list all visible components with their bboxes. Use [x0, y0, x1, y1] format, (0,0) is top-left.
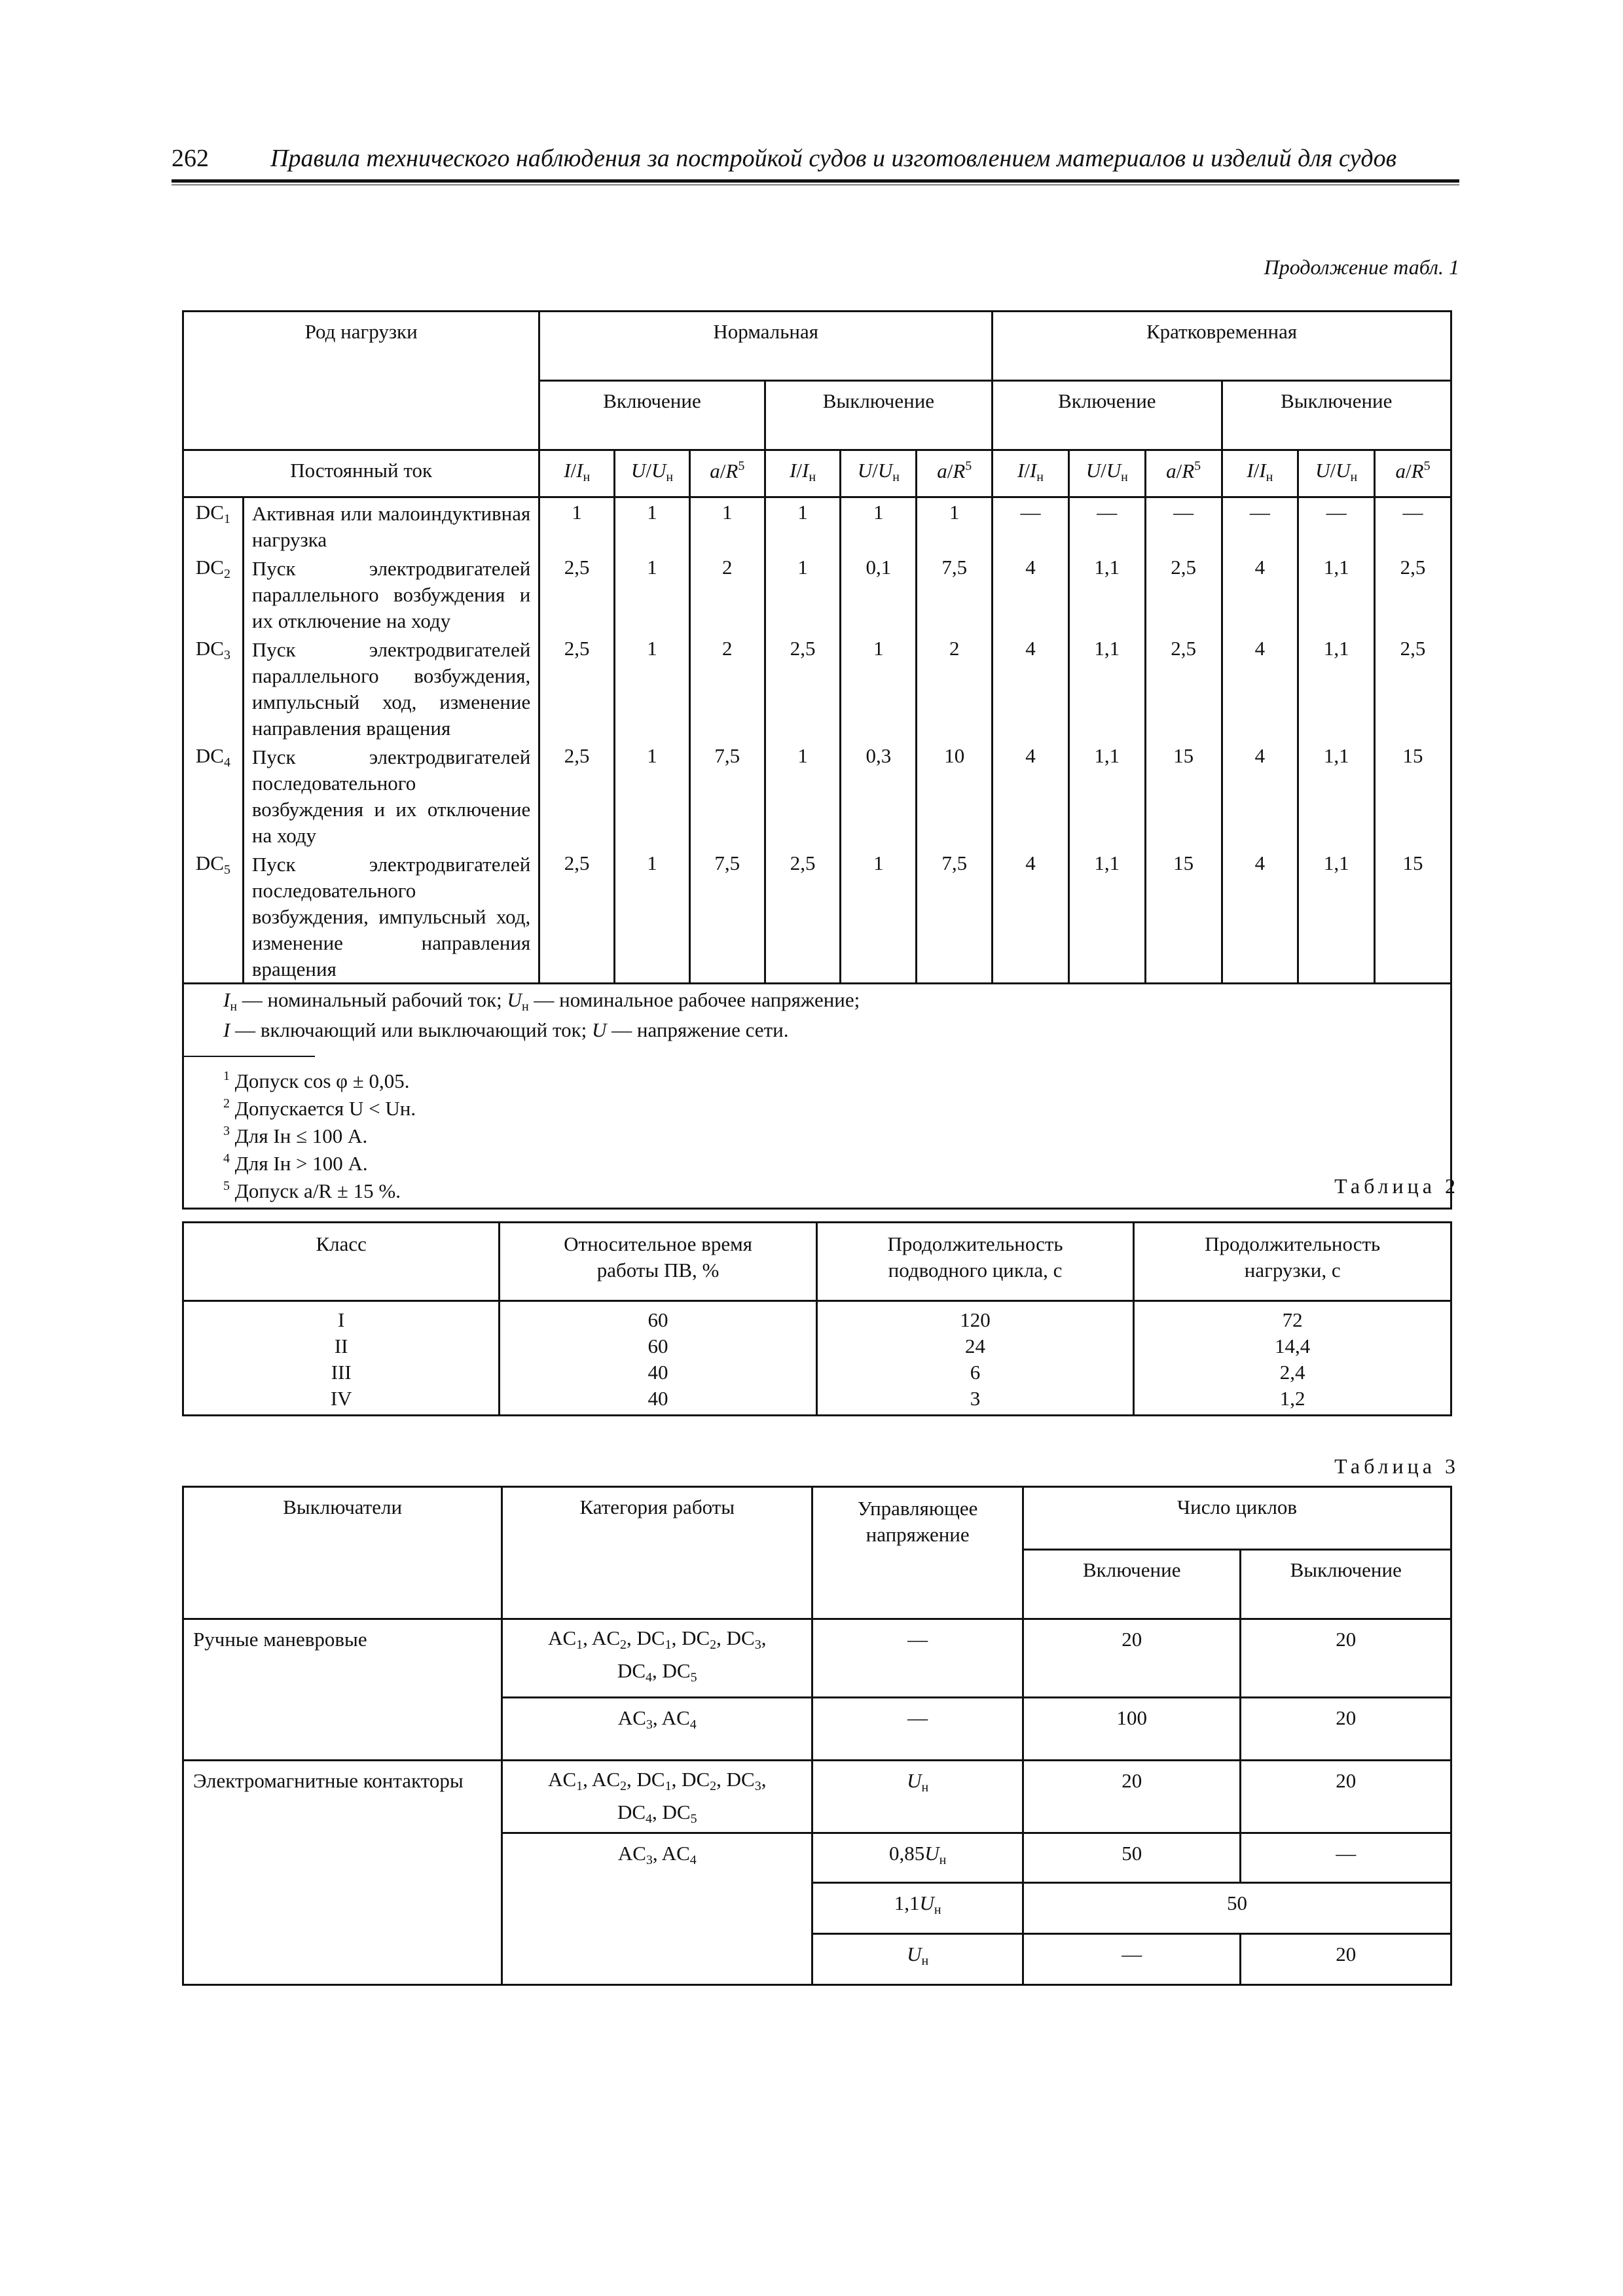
t3-manual-switch: Ручные маневровые: [183, 1619, 502, 1761]
table2-caption: Таблица 2: [1334, 1174, 1459, 1198]
value-cell: 1,1: [1068, 849, 1145, 984]
value-cell: 1,1: [1068, 553, 1145, 634]
t2-header-load: Продолжительность нагрузки, с: [1134, 1223, 1451, 1301]
t3-off-cell: 20: [1241, 1619, 1451, 1698]
table1-row: [183, 497, 1451, 554]
value-cell: 4: [1222, 634, 1298, 742]
value-cell: 2,5: [539, 849, 615, 984]
value-cell: 1: [841, 849, 917, 984]
t2-header-class: Класс: [183, 1223, 500, 1301]
value-cell: 2,5: [765, 634, 841, 742]
value-cell: 4: [993, 742, 1069, 849]
value-cell: 2,5: [765, 849, 841, 984]
col-u-un: $U/U_н$: [841, 450, 917, 497]
t3-voltage-cell: $1,1U_н$: [812, 1883, 1023, 1934]
value-cell: 2,5: [1145, 634, 1222, 742]
t3-off-cell: 20: [1241, 1698, 1451, 1761]
value-cell: 1: [765, 742, 841, 849]
value-cell: 2,5: [1145, 553, 1222, 634]
value-cell: —: [1145, 497, 1222, 554]
value-cell: 15: [1145, 742, 1222, 849]
normal-header: Нормальная: [539, 312, 993, 381]
value-cell: 2,5: [1375, 634, 1451, 742]
dc-category-description: Пуск электродвигателей последовательного возбуждения и их отключение на ходу: [243, 742, 539, 849]
t3-voltage-cell: —: [812, 1698, 1023, 1761]
t2-col-cycle: 120 24 6 3: [816, 1301, 1134, 1416]
value-cell: 1: [689, 497, 765, 554]
dc-category-code: $DC_1$: [183, 497, 244, 554]
value-cell: —: [993, 497, 1069, 554]
page-number: 262: [172, 145, 209, 172]
value-cell: 7,5: [689, 849, 765, 984]
value-cell: 1: [765, 497, 841, 554]
value-cell: 1,1: [1068, 742, 1145, 849]
value-cell: —: [1222, 497, 1298, 554]
value-cell: 0,1: [841, 553, 917, 634]
value-cell: 1: [615, 497, 690, 554]
value-cell: 1,1: [1298, 634, 1375, 742]
load-type-header: Род нагрузки: [183, 312, 539, 450]
t3-voltage-cell: $U_н$: [812, 1934, 1023, 1985]
t3-category-cell: $AC_3$, $AC_4$: [502, 1698, 812, 1761]
short-on-header: Включение: [993, 381, 1222, 450]
t3-header-cycles: Число циклов: [1023, 1487, 1451, 1550]
dc-header: Постоянный ток: [183, 450, 539, 497]
value-cell: 7,5: [917, 849, 993, 984]
value-cell: 1: [539, 497, 615, 554]
col-a-r: $a/R^5$: [1375, 450, 1451, 497]
t2-header-pv: Относительное время работы ПВ, %: [500, 1223, 816, 1301]
t3-on-cell: 50: [1023, 1833, 1241, 1883]
t3-header-category: Категория работы: [502, 1487, 812, 1619]
value-cell: 1: [615, 634, 690, 742]
t3-category-cell: $AC_1$, $AC_2$, $DC_1$, $DC_2$, $DC_3$, $DC_4$, $DC_5$: [502, 1761, 812, 1833]
footnote-2: $^2$ Допускается U < Uн.: [223, 1096, 416, 1120]
t3-voltage-cell: —: [812, 1619, 1023, 1698]
t3-category-cell: $AC_1$, $AC_2$, $DC_1$, $DC_2$, $DC_3$, $DC_4$, $DC_5$: [502, 1619, 812, 1698]
value-cell: 1: [917, 497, 993, 554]
col-a-r: $a/R^5$: [689, 450, 765, 497]
col-a-r: $a/R^5$: [917, 450, 993, 497]
dc-category-code: $DC_2$: [183, 553, 244, 634]
normal-off-header: Выключение: [765, 381, 992, 450]
t3-off-cell: —: [1241, 1833, 1451, 1883]
table1-row: [183, 634, 1451, 742]
t3-on-cell: 20: [1023, 1619, 1241, 1698]
t2-col-load: 72 14,4 2,4 1,2: [1134, 1301, 1451, 1416]
value-cell: 4: [1222, 553, 1298, 634]
footnote-3: $^3$ Для Iн ≤ 100 А.: [223, 1124, 368, 1147]
value-cell: 1: [615, 553, 690, 634]
legend-line-2: I — включающий или выключающий ток; U — напряжение сети.: [223, 1018, 789, 1041]
t3-on-cell: 20: [1023, 1761, 1241, 1833]
t3-header-off: Выключение: [1241, 1550, 1451, 1619]
value-cell: 1: [765, 553, 841, 634]
col-i-in: $I/I_н$: [993, 450, 1069, 497]
t3-cycles-merged-cell: 50: [1023, 1883, 1451, 1934]
table1-row: [183, 553, 1451, 634]
table1-continuation-caption: Продолжение табл. 1: [1264, 255, 1459, 279]
t3-category-cell: $AC_3$, $AC_4$: [502, 1833, 812, 1985]
table2: [182, 1221, 1452, 1416]
value-cell: 1,1: [1298, 553, 1375, 634]
value-cell: 2,5: [539, 553, 615, 634]
header-rule: [172, 179, 1459, 183]
t2-header-cycle: Продолжительность подводного цикла, с: [816, 1223, 1134, 1301]
value-cell: 15: [1375, 742, 1451, 849]
table1-body: [183, 497, 1451, 984]
value-cell: 0,3: [841, 742, 917, 849]
value-cell: 1,1: [1298, 849, 1375, 984]
value-cell: 7,5: [689, 742, 765, 849]
table1-row: [183, 849, 1451, 984]
t3-voltage-cell: $U_н$: [812, 1761, 1023, 1833]
table1: [182, 310, 1452, 1210]
t3-off-cell: 20: [1241, 1934, 1451, 1985]
value-cell: —: [1068, 497, 1145, 554]
t3-header-switch: Выключатели: [183, 1487, 502, 1619]
t3-em-contactors: Электромагнитные контакторы: [183, 1761, 502, 1985]
value-cell: 4: [1222, 742, 1298, 849]
t3-header-voltage: Управляющее напряжение: [812, 1487, 1023, 1619]
value-cell: 4: [993, 634, 1069, 742]
t3-off-cell: 20: [1241, 1761, 1451, 1833]
dc-category-description: Активная или малоиндуктивная нагрузка: [243, 497, 539, 554]
value-cell: 1: [841, 634, 917, 742]
dc-category-code: $DC_3$: [183, 634, 244, 742]
value-cell: —: [1375, 497, 1451, 554]
t3-on-cell: 100: [1023, 1698, 1241, 1761]
col-u-un: $U/U_н$: [1298, 450, 1375, 497]
table1-notes: [183, 984, 1451, 1209]
value-cell: 2,5: [539, 634, 615, 742]
footnote-rule: [184, 1056, 315, 1057]
col-u-un: $U/U_н$: [1068, 450, 1145, 497]
value-cell: 1,1: [1068, 634, 1145, 742]
short-term-header: Кратковременная: [993, 312, 1451, 381]
normal-on-header: Включение: [539, 381, 765, 450]
table3-caption: Таблица 3: [1334, 1454, 1459, 1478]
col-i-in: $I/I_н$: [1222, 450, 1298, 497]
value-cell: 4: [1222, 849, 1298, 984]
value-cell: 15: [1145, 849, 1222, 984]
table1-row: [183, 742, 1451, 849]
value-cell: 1: [615, 742, 690, 849]
col-u-un: $U/U_н$: [615, 450, 690, 497]
short-off-header: Выключение: [1222, 381, 1451, 450]
running-title: Правила технического наблюдения за постройкой судов и изготовлением материалов и изделий для судов: [270, 145, 1397, 172]
table3: [182, 1486, 1452, 1986]
dc-category-code: $DC_5$: [183, 849, 244, 984]
value-cell: 1: [841, 497, 917, 554]
footnote-1: $^1$ Допуск cos φ ± 0,05.: [223, 1069, 410, 1092]
dc-category-description: Пуск электродвигателей параллельного возбуждения, импульсный ход, изменение направления вращения: [243, 634, 539, 742]
t3-voltage-cell: $0,85U_н$: [812, 1833, 1023, 1883]
dc-category-description: Пуск электродвигателей последовательного возбуждения, импульсный ход, изменение направления вращения: [243, 849, 539, 984]
value-cell: —: [1298, 497, 1375, 554]
col-a-r: $a/R^5$: [1145, 450, 1222, 497]
value-cell: 2: [917, 634, 993, 742]
footnote-4: $^4$ Для Iн > 100 А.: [223, 1151, 368, 1175]
value-cell: 2,5: [1375, 553, 1451, 634]
value-cell: 2: [689, 553, 765, 634]
legend-line-1: $I_н$ — номинальный рабочий ток; $U_н$ — номинальное рабочее напряжение;: [223, 988, 860, 1014]
value-cell: 15: [1375, 849, 1451, 984]
t3-on-cell: —: [1023, 1934, 1241, 1985]
value-cell: 1,1: [1298, 742, 1375, 849]
dc-category-code: $DC_4$: [183, 742, 244, 849]
t2-col-class: I II III IV: [183, 1301, 500, 1416]
value-cell: 7,5: [917, 553, 993, 634]
col-i-in: $I/I_н$: [539, 450, 615, 497]
value-cell: 4: [993, 849, 1069, 984]
value-cell: 2: [689, 634, 765, 742]
value-cell: 1: [615, 849, 690, 984]
value-cell: 4: [993, 553, 1069, 634]
value-cell: 2,5: [539, 742, 615, 849]
col-i-in: $I/I_н$: [765, 450, 841, 497]
footnote-5: $^5$ Допуск a/R ± 15 %.: [223, 1179, 401, 1202]
t3-header-on: Включение: [1023, 1550, 1241, 1619]
dc-category-description: Пуск электродвигателей параллельного возбуждения и их отключение на ходу: [243, 553, 539, 634]
t2-col-pv: 60 60 40 40: [500, 1301, 816, 1416]
value-cell: 10: [917, 742, 993, 849]
